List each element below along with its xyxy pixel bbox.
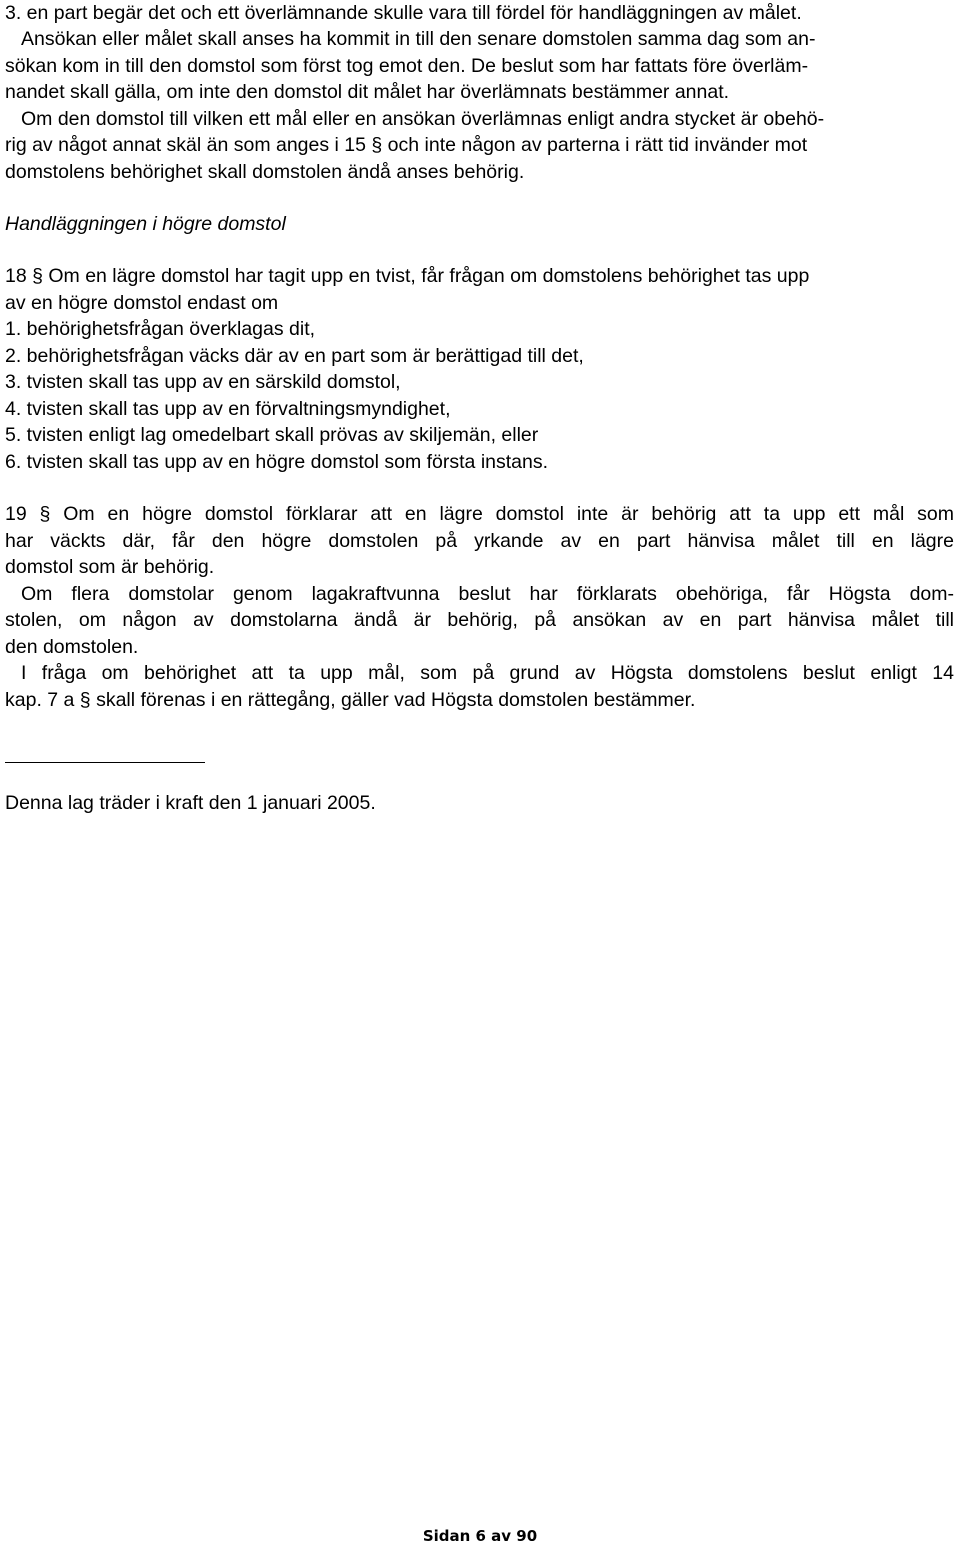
divider-rule (5, 762, 205, 763)
list-item: 5. tvisten enligt lag omedelbart skall prövas av skiljemän, eller (5, 424, 539, 446)
text-line: I fråga om behörighet att ta upp mål, som på grund av Högsta domstolens beslut enligt 14 (21, 662, 954, 684)
effective-date-line: Denna lag träder i kraft den 1 januari 2005. (5, 792, 376, 814)
text-line: 3. en part begär det och ett överlämnande skulle vara till fördel för handläggningen av målet. (5, 2, 802, 24)
list-item: 3. tvisten skall tas upp av en särskild domstol, (5, 371, 401, 393)
section-heading: Handläggningen i högre domstol (5, 213, 286, 235)
text-line: 18 § Om en lägre domstol har tagit upp en tvist, får frågan om domstolens behörighet tas upp (5, 265, 810, 287)
text-line: sökan kom in till den domstol som först tog emot den. De beslut som har fattats före överläm- (5, 55, 809, 77)
text-line: rig av något annat skäl än som anges i 15 § och inte någon av parterna i rätt tid invänder mot (5, 134, 808, 156)
text-line: kap. 7 a § skall förenas i en rättegång, gäller vad Högsta domstolen bestämmer. (5, 689, 696, 711)
list-item: 6. tvisten skall tas upp av en högre domstol som första instans. (5, 451, 549, 473)
text-line: den domstolen. (5, 636, 139, 658)
list-item: 2. behörighetsfrågan väcks där av en part som är berättigad till det, (5, 345, 584, 367)
page-number: Sidan 6 av 90 (422, 1527, 538, 1545)
text-line: har väckts där, får den högre domstolen på yrkande av en part hänvisa målet till en lägre (5, 530, 954, 552)
text-line: 19 § Om en högre domstol förklarar att en lägre domstol inte är behörig att ta upp ett mål som (5, 503, 954, 525)
text-line: Ansökan eller målet skall anses ha kommit in till den senare domstolen samma dag som an- (21, 28, 816, 50)
text-line: av en högre domstol endast om (5, 292, 279, 314)
text-line: Om flera domstolar genom lagakraftvunna beslut har förklarats obehöriga, får Högsta dom- (21, 583, 954, 605)
text-line: stolen, om någon av domstolarna ändå är behörig, på ansökan av en part hänvisa målet till (5, 609, 954, 631)
list-item: 4. tvisten skall tas upp av en förvaltningsmyndighet, (5, 398, 451, 420)
text-line: nandet skall gälla, om inte den domstol dit målet har överlämnats bestämmer annat. (5, 81, 730, 103)
text-line: Om den domstol till vilken ett mål eller en ansökan överlämnas enligt andra stycket är obehö- (21, 108, 825, 130)
text-line: domstolens behörighet skall domstolen ändå anses behörig. (5, 161, 525, 183)
text-line: domstol som är behörig. (5, 556, 215, 578)
list-item: 1. behörighetsfrågan överklagas dit, (5, 318, 316, 340)
